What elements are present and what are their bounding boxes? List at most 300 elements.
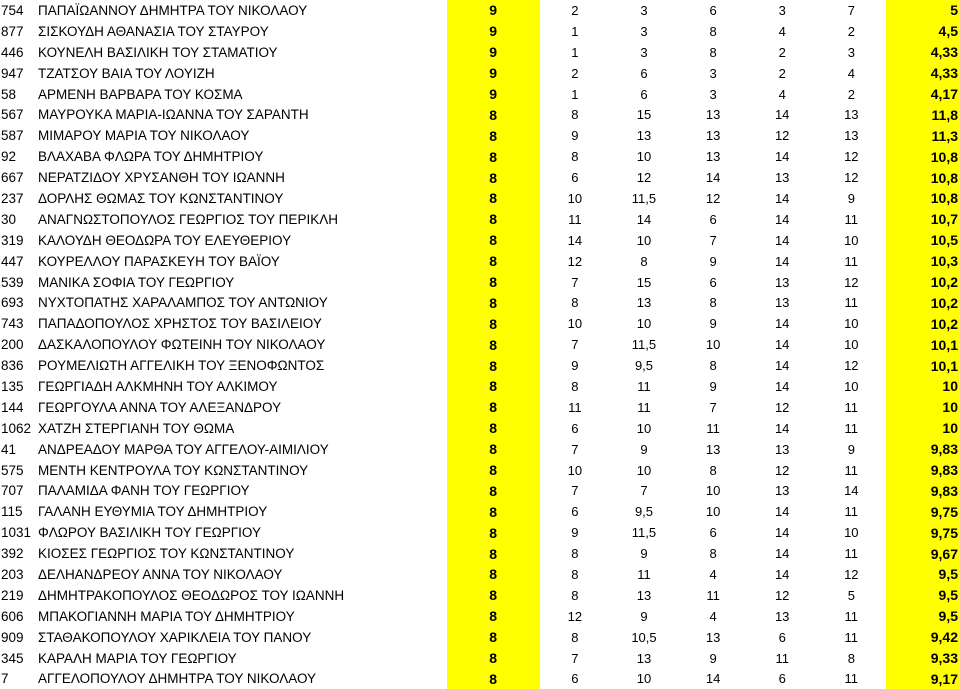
cell-score-5[interactable]: 12 xyxy=(816,167,886,188)
cell-score-5[interactable]: 11 xyxy=(816,627,886,648)
cell-name[interactable]: ΔΗΜΗΤΡΑΚΟΠΟΥΛΟΣ ΘΕΟΔΩΡΟΣ ΤΟΥ ΙΩΑΝΝΗ xyxy=(34,585,447,606)
cell-score-4[interactable]: 12 xyxy=(748,397,816,418)
cell-name[interactable]: ΠΑΠΑΪΩΑΝΝΟΥ ΔΗΜΗΤΡΑ ΤΟΥ ΝΙΚΟΛΑΟΥ xyxy=(34,0,447,21)
cell-score-4[interactable]: 14 xyxy=(748,209,816,230)
table-row[interactable] xyxy=(0,501,960,522)
cell-score-2[interactable]: 11 xyxy=(610,397,678,418)
cell-score-4[interactable]: 14 xyxy=(748,146,816,167)
cell-grade[interactable]: 8 xyxy=(447,292,540,313)
table-row[interactable] xyxy=(0,543,960,564)
cell-score-4[interactable]: 12 xyxy=(748,460,816,481)
cell-score-2[interactable]: 10 xyxy=(610,418,678,439)
cell-id[interactable]: 947 xyxy=(0,63,34,84)
cell-score-3[interactable]: 13 xyxy=(678,439,748,460)
cell-score-5[interactable]: 12 xyxy=(816,146,886,167)
table-row[interactable] xyxy=(0,251,960,272)
cell-average[interactable]: 10,2 xyxy=(886,313,960,334)
cell-score-5[interactable]: 3 xyxy=(816,42,886,63)
cell-score-1[interactable]: 8 xyxy=(540,627,610,648)
cell-name[interactable]: ΝΕΡΑΤΖΙΔΟΥ ΧΡΥΣΑΝΘΗ ΤΟΥ ΙΩΑΝΝΗ xyxy=(34,167,447,188)
cell-id[interactable]: 237 xyxy=(0,188,34,209)
cell-grade[interactable]: 9 xyxy=(447,63,540,84)
cell-score-2[interactable]: 9 xyxy=(610,606,678,627)
cell-id[interactable]: 319 xyxy=(0,230,34,251)
table-row[interactable] xyxy=(0,585,960,606)
cell-name[interactable]: ΒΛΑΧΑΒΑ ΦΛΩΡΑ ΤΟΥ ΔΗΜΗΤΡΙΟΥ xyxy=(34,146,447,167)
cell-name[interactable]: ΧΑΤΖΗ ΣΤΕΡΓΙΑΝΗ ΤΟΥ ΘΩΜΑ xyxy=(34,418,447,439)
cell-id[interactable]: 575 xyxy=(0,460,34,481)
cell-id[interactable]: 92 xyxy=(0,146,34,167)
cell-score-1[interactable]: 7 xyxy=(540,439,610,460)
cell-average[interactable]: 9,75 xyxy=(886,522,960,543)
cell-id[interactable]: 877 xyxy=(0,21,34,42)
cell-score-1[interactable]: 8 xyxy=(540,585,610,606)
table-row[interactable] xyxy=(0,355,960,376)
cell-average[interactable]: 10,3 xyxy=(886,251,960,272)
table-row[interactable] xyxy=(0,230,960,251)
cell-score-4[interactable]: 14 xyxy=(748,501,816,522)
table-row[interactable] xyxy=(0,334,960,355)
cell-score-5[interactable]: 10 xyxy=(816,313,886,334)
cell-score-2[interactable]: 15 xyxy=(610,272,678,293)
cell-score-3[interactable]: 8 xyxy=(678,460,748,481)
cell-score-4[interactable]: 14 xyxy=(748,188,816,209)
cell-score-1[interactable]: 7 xyxy=(540,648,610,669)
table-row[interactable] xyxy=(0,0,960,21)
cell-score-3[interactable]: 3 xyxy=(678,63,748,84)
cell-id[interactable]: 200 xyxy=(0,334,34,355)
cell-score-3[interactable]: 9 xyxy=(678,376,748,397)
cell-score-1[interactable]: 8 xyxy=(540,146,610,167)
cell-score-5[interactable]: 10 xyxy=(816,230,886,251)
cell-score-1[interactable]: 8 xyxy=(540,292,610,313)
cell-score-3[interactable]: 12 xyxy=(678,188,748,209)
cell-average[interactable]: 5 xyxy=(886,0,960,21)
cell-score-1[interactable]: 14 xyxy=(540,230,610,251)
cell-score-5[interactable]: 11 xyxy=(816,251,886,272)
cell-average[interactable]: 4,33 xyxy=(886,63,960,84)
cell-score-1[interactable]: 6 xyxy=(540,418,610,439)
cell-id[interactable]: 693 xyxy=(0,292,34,313)
cell-score-3[interactable]: 13 xyxy=(678,627,748,648)
cell-id[interactable]: 58 xyxy=(0,84,34,105)
cell-grade[interactable]: 8 xyxy=(447,146,540,167)
cell-score-5[interactable]: 5 xyxy=(816,585,886,606)
cell-id[interactable]: 30 xyxy=(0,209,34,230)
cell-score-4[interactable]: 14 xyxy=(748,418,816,439)
cell-name[interactable]: ΣΙΣΚΟΥΔΗ ΑΘΑΝΑΣΙΑ ΤΟΥ ΣΤΑΥΡΟΥ xyxy=(34,21,447,42)
cell-score-1[interactable]: 11 xyxy=(540,209,610,230)
cell-score-1[interactable]: 2 xyxy=(540,0,610,21)
cell-name[interactable]: ΚΟΥΡΕΛΛΟΥ ΠΑΡΑΣΚΕΥΗ ΤΟΥ ΒΑΪΟΥ xyxy=(34,251,447,272)
cell-score-3[interactable]: 8 xyxy=(678,42,748,63)
table-row[interactable] xyxy=(0,167,960,188)
cell-score-4[interactable]: 14 xyxy=(748,313,816,334)
cell-score-1[interactable]: 10 xyxy=(540,460,610,481)
cell-average[interactable]: 9,42 xyxy=(886,627,960,648)
cell-score-5[interactable]: 11 xyxy=(816,209,886,230)
cell-score-4[interactable]: 13 xyxy=(748,272,816,293)
cell-score-1[interactable]: 6 xyxy=(540,669,610,689)
cell-grade[interactable]: 8 xyxy=(447,501,540,522)
table-row[interactable] xyxy=(0,104,960,125)
cell-name[interactable]: ΤΖΑΤΣΟΥ ΒΑΙΑ ΤΟΥ ΛΟΥΙΖΗ xyxy=(34,63,447,84)
cell-score-5[interactable]: 10 xyxy=(816,522,886,543)
cell-name[interactable]: ΔΟΡΛΗΣ ΘΩΜΑΣ ΤΟΥ ΚΩΝΣΤΑΝΤΙΝΟΥ xyxy=(34,188,447,209)
cell-name[interactable]: ΡΟΥΜΕΛΙΩΤΗ ΑΓΓΕΛΙΚΗ ΤΟΥ ΞΕΝΟΦΩΝΤΟΣ xyxy=(34,355,447,376)
cell-average[interactable]: 9,83 xyxy=(886,480,960,501)
cell-average[interactable]: 10,2 xyxy=(886,292,960,313)
cell-name[interactable]: ΓΕΩΡΓΙΑΔΗ ΑΛΚΜΗΝΗ ΤΟΥ ΑΛΚΙΜΟΥ xyxy=(34,376,447,397)
cell-score-2[interactable]: 13 xyxy=(610,292,678,313)
cell-name[interactable]: ΚΑΡΑΛΗ ΜΑΡΙΑ ΤΟΥ ΓΕΩΡΓΙΟΥ xyxy=(34,648,447,669)
cell-score-5[interactable]: 11 xyxy=(816,418,886,439)
cell-score-3[interactable]: 13 xyxy=(678,146,748,167)
cell-score-2[interactable]: 11 xyxy=(610,376,678,397)
cell-grade[interactable]: 8 xyxy=(447,272,540,293)
cell-average[interactable]: 10,8 xyxy=(886,146,960,167)
cell-id[interactable]: 219 xyxy=(0,585,34,606)
table-row[interactable] xyxy=(0,63,960,84)
cell-score-4[interactable]: 12 xyxy=(748,585,816,606)
cell-score-2[interactable]: 15 xyxy=(610,104,678,125)
cell-name[interactable]: ΜΙΜΑΡΟΥ ΜΑΡΙΑ ΤΟΥ ΝΙΚΟΛΑΟΥ xyxy=(34,125,447,146)
cell-score-5[interactable]: 11 xyxy=(816,606,886,627)
cell-name[interactable]: ΓΕΩΡΓΟΥΛΑ ΑΝΝΑ ΤΟΥ ΑΛΕΞΑΝΔΡΟΥ xyxy=(34,397,447,418)
cell-score-5[interactable]: 10 xyxy=(816,334,886,355)
cell-score-5[interactable]: 14 xyxy=(816,480,886,501)
cell-score-3[interactable]: 6 xyxy=(678,0,748,21)
cell-score-1[interactable]: 12 xyxy=(540,606,610,627)
cell-score-4[interactable]: 14 xyxy=(748,230,816,251)
cell-score-2[interactable]: 3 xyxy=(610,0,678,21)
cell-score-5[interactable]: 12 xyxy=(816,564,886,585)
cell-average[interactable]: 9,17 xyxy=(886,669,960,689)
cell-score-4[interactable]: 14 xyxy=(748,334,816,355)
cell-id[interactable]: 392 xyxy=(0,543,34,564)
table-row[interactable] xyxy=(0,292,960,313)
table-row[interactable] xyxy=(0,564,960,585)
cell-score-2[interactable]: 13 xyxy=(610,648,678,669)
cell-score-3[interactable]: 7 xyxy=(678,230,748,251)
cell-average[interactable]: 4,5 xyxy=(886,21,960,42)
cell-score-3[interactable]: 4 xyxy=(678,606,748,627)
cell-score-2[interactable]: 10,5 xyxy=(610,627,678,648)
cell-score-3[interactable]: 9 xyxy=(678,313,748,334)
cell-score-3[interactable]: 6 xyxy=(678,272,748,293)
cell-score-2[interactable]: 8 xyxy=(610,251,678,272)
cell-id[interactable]: 667 xyxy=(0,167,34,188)
cell-score-4[interactable]: 14 xyxy=(748,355,816,376)
cell-score-1[interactable]: 1 xyxy=(540,42,610,63)
cell-score-5[interactable]: 11 xyxy=(816,669,886,689)
cell-average[interactable]: 10 xyxy=(886,376,960,397)
table-row[interactable] xyxy=(0,648,960,669)
cell-grade[interactable]: 8 xyxy=(447,648,540,669)
cell-average[interactable]: 9,67 xyxy=(886,543,960,564)
cell-score-3[interactable]: 14 xyxy=(678,167,748,188)
cell-average[interactable]: 9,83 xyxy=(886,439,960,460)
cell-score-5[interactable]: 13 xyxy=(816,104,886,125)
cell-score-1[interactable]: 6 xyxy=(540,501,610,522)
cell-id[interactable]: 606 xyxy=(0,606,34,627)
cell-average[interactable]: 10,8 xyxy=(886,188,960,209)
cell-score-3[interactable]: 14 xyxy=(678,669,748,689)
cell-score-5[interactable]: 13 xyxy=(816,125,886,146)
cell-average[interactable]: 9,5 xyxy=(886,564,960,585)
table-row[interactable] xyxy=(0,627,960,648)
cell-average[interactable]: 4,33 xyxy=(886,42,960,63)
cell-score-4[interactable]: 4 xyxy=(748,84,816,105)
cell-grade[interactable]: 8 xyxy=(447,480,540,501)
table-row[interactable] xyxy=(0,397,960,418)
cell-score-1[interactable]: 7 xyxy=(540,480,610,501)
cell-score-3[interactable]: 9 xyxy=(678,251,748,272)
cell-grade[interactable]: 8 xyxy=(447,230,540,251)
cell-score-2[interactable]: 12 xyxy=(610,167,678,188)
cell-average[interactable]: 10,2 xyxy=(886,272,960,293)
table-row[interactable] xyxy=(0,272,960,293)
cell-score-3[interactable]: 10 xyxy=(678,501,748,522)
cell-score-2[interactable]: 11,5 xyxy=(610,522,678,543)
cell-score-3[interactable]: 6 xyxy=(678,209,748,230)
cell-average[interactable]: 10,1 xyxy=(886,334,960,355)
cell-score-2[interactable]: 6 xyxy=(610,63,678,84)
cell-name[interactable]: ΦΛΩΡΟΥ ΒΑΣΙΛΙΚΗ ΤΟΥ ΓΕΩΡΓΙΟΥ xyxy=(34,522,447,543)
cell-grade[interactable]: 8 xyxy=(447,125,540,146)
cell-score-3[interactable]: 8 xyxy=(678,543,748,564)
cell-id[interactable]: 754 xyxy=(0,0,34,21)
cell-score-4[interactable]: 14 xyxy=(748,376,816,397)
cell-score-4[interactable]: 6 xyxy=(748,669,816,689)
cell-grade[interactable]: 8 xyxy=(447,355,540,376)
cell-score-4[interactable]: 2 xyxy=(748,63,816,84)
cell-score-3[interactable]: 13 xyxy=(678,104,748,125)
cell-score-1[interactable]: 11 xyxy=(540,397,610,418)
cell-grade[interactable]: 8 xyxy=(447,188,540,209)
cell-average[interactable]: 10,5 xyxy=(886,230,960,251)
table-row[interactable] xyxy=(0,84,960,105)
cell-score-2[interactable]: 3 xyxy=(610,42,678,63)
cell-average[interactable]: 10,1 xyxy=(886,355,960,376)
table-row[interactable] xyxy=(0,125,960,146)
cell-score-3[interactable]: 4 xyxy=(678,564,748,585)
cell-average[interactable]: 10 xyxy=(886,418,960,439)
cell-score-5[interactable]: 12 xyxy=(816,355,886,376)
cell-score-5[interactable]: 4 xyxy=(816,63,886,84)
table-row[interactable] xyxy=(0,146,960,167)
table-row[interactable] xyxy=(0,418,960,439)
cell-average[interactable]: 9,5 xyxy=(886,606,960,627)
cell-score-5[interactable]: 11 xyxy=(816,543,886,564)
cell-average[interactable]: 9,75 xyxy=(886,501,960,522)
cell-id[interactable]: 446 xyxy=(0,42,34,63)
cell-score-1[interactable]: 10 xyxy=(540,313,610,334)
cell-score-2[interactable]: 10 xyxy=(610,669,678,689)
cell-score-2[interactable]: 10 xyxy=(610,313,678,334)
cell-score-4[interactable]: 14 xyxy=(748,543,816,564)
cell-grade[interactable]: 8 xyxy=(447,439,540,460)
cell-name[interactable]: ΚΙΟΣΕΣ ΓΕΩΡΓΙΟΣ ΤΟΥ ΚΩΝΣΤΑΝΤΙΝΟΥ xyxy=(34,543,447,564)
table-row[interactable] xyxy=(0,188,960,209)
cell-score-5[interactable]: 2 xyxy=(816,84,886,105)
table-row[interactable] xyxy=(0,42,960,63)
cell-score-3[interactable]: 11 xyxy=(678,418,748,439)
cell-score-2[interactable]: 13 xyxy=(610,125,678,146)
cell-score-1[interactable]: 2 xyxy=(540,63,610,84)
cell-grade[interactable]: 8 xyxy=(447,418,540,439)
cell-id[interactable]: 115 xyxy=(0,501,34,522)
cell-score-2[interactable]: 9,5 xyxy=(610,355,678,376)
cell-id[interactable]: 7 xyxy=(0,669,34,689)
cell-score-2[interactable]: 14 xyxy=(610,209,678,230)
cell-name[interactable]: ΑΓΓΕΛΟΠΟΥΛΟΥ ΔΗΜΗΤΡΑ ΤΟΥ ΝΙΚΟΛΑΟΥ xyxy=(34,669,447,689)
cell-grade[interactable]: 9 xyxy=(447,21,540,42)
cell-score-5[interactable]: 9 xyxy=(816,188,886,209)
cell-score-3[interactable]: 7 xyxy=(678,397,748,418)
cell-id[interactable]: 447 xyxy=(0,251,34,272)
cell-name[interactable]: ΠΑΠΑΔΟΠΟΥΛΟΣ ΧΡΗΣΤΟΣ ΤΟΥ ΒΑΣΙΛΕΙΟΥ xyxy=(34,313,447,334)
cell-grade[interactable]: 8 xyxy=(447,606,540,627)
cell-name[interactable]: ΓΑΛΑΝΗ ΕΥΘΥΜΙΑ ΤΟΥ ΔΗΜΗΤΡΙΟΥ xyxy=(34,501,447,522)
cell-grade[interactable]: 8 xyxy=(447,397,540,418)
table-row[interactable] xyxy=(0,209,960,230)
cell-score-5[interactable]: 9 xyxy=(816,439,886,460)
cell-grade[interactable]: 8 xyxy=(447,522,540,543)
cell-average[interactable]: 11,3 xyxy=(886,125,960,146)
cell-id[interactable]: 567 xyxy=(0,104,34,125)
table-row[interactable] xyxy=(0,606,960,627)
cell-id[interactable]: 1062 xyxy=(0,418,34,439)
cell-score-2[interactable]: 7 xyxy=(610,480,678,501)
cell-average[interactable]: 9,33 xyxy=(886,648,960,669)
table-row[interactable] xyxy=(0,480,960,501)
cell-id[interactable]: 203 xyxy=(0,564,34,585)
cell-score-1[interactable]: 1 xyxy=(540,84,610,105)
cell-score-4[interactable]: 12 xyxy=(748,125,816,146)
cell-score-3[interactable]: 10 xyxy=(678,334,748,355)
cell-grade[interactable]: 8 xyxy=(447,209,540,230)
cell-grade[interactable]: 8 xyxy=(447,376,540,397)
cell-id[interactable]: 144 xyxy=(0,397,34,418)
cell-score-3[interactable]: 8 xyxy=(678,21,748,42)
cell-score-3[interactable]: 9 xyxy=(678,648,748,669)
cell-score-4[interactable]: 13 xyxy=(748,439,816,460)
cell-score-1[interactable]: 8 xyxy=(540,104,610,125)
cell-score-3[interactable]: 11 xyxy=(678,585,748,606)
cell-score-1[interactable]: 9 xyxy=(540,355,610,376)
cell-score-2[interactable]: 6 xyxy=(610,84,678,105)
cell-id[interactable]: 539 xyxy=(0,272,34,293)
cell-name[interactable]: ΠΑΛΑΜΙΔΑ ΦΑΝΗ ΤΟΥ ΓΕΩΡΓΙΟΥ xyxy=(34,480,447,501)
cell-grade[interactable]: 8 xyxy=(447,334,540,355)
cell-score-3[interactable]: 10 xyxy=(678,480,748,501)
cell-grade[interactable]: 8 xyxy=(447,313,540,334)
cell-score-5[interactable]: 11 xyxy=(816,397,886,418)
cell-id[interactable]: 707 xyxy=(0,480,34,501)
cell-grade[interactable]: 8 xyxy=(447,564,540,585)
cell-average[interactable]: 11,8 xyxy=(886,104,960,125)
cell-name[interactable]: ΔΕΛΗΑΝΔΡΕΟΥ ΑΝΝΑ ΤΟΥ ΝΙΚΟΛΑΟΥ xyxy=(34,564,447,585)
table-row[interactable] xyxy=(0,376,960,397)
cell-id[interactable]: 909 xyxy=(0,627,34,648)
cell-score-5[interactable]: 11 xyxy=(816,460,886,481)
cell-score-1[interactable]: 9 xyxy=(540,522,610,543)
table-row[interactable] xyxy=(0,21,960,42)
cell-score-2[interactable]: 11,5 xyxy=(610,334,678,355)
cell-grade[interactable]: 8 xyxy=(447,251,540,272)
cell-name[interactable]: ΑΡΜΕΝΗ ΒΑΡΒΑΡΑ ΤΟΥ ΚΟΣΜΑ xyxy=(34,84,447,105)
cell-score-1[interactable]: 6 xyxy=(540,167,610,188)
cell-score-5[interactable]: 11 xyxy=(816,501,886,522)
cell-score-4[interactable]: 13 xyxy=(748,606,816,627)
cell-id[interactable]: 135 xyxy=(0,376,34,397)
cell-score-2[interactable]: 10 xyxy=(610,230,678,251)
cell-name[interactable]: ΚΟΥΝΕΛΗ ΒΑΣΙΛΙΚΗ ΤΟΥ ΣΤΑΜΑΤΙΟΥ xyxy=(34,42,447,63)
cell-name[interactable]: ΣΤΑΘΑΚΟΠΟΥΛΟΥ ΧΑΡΙΚΛΕΙΑ ΤΟΥ ΠΑΝΟΥ xyxy=(34,627,447,648)
cell-score-2[interactable]: 11,5 xyxy=(610,188,678,209)
cell-name[interactable]: ΔΑΣΚΑΛΟΠΟΥΛΟΥ ΦΩΤΕΙΝΗ ΤΟΥ ΝΙΚΟΛΑΟΥ xyxy=(34,334,447,355)
cell-score-1[interactable]: 8 xyxy=(540,564,610,585)
cell-id[interactable]: 41 xyxy=(0,439,34,460)
cell-score-1[interactable]: 9 xyxy=(540,125,610,146)
cell-average[interactable]: 9,5 xyxy=(886,585,960,606)
cell-average[interactable]: 10 xyxy=(886,397,960,418)
cell-id[interactable]: 587 xyxy=(0,125,34,146)
cell-name[interactable]: ΜΑΝΙΚΑ ΣΟΦΙΑ ΤΟΥ ΓΕΩΡΓΙΟΥ xyxy=(34,272,447,293)
cell-score-3[interactable]: 8 xyxy=(678,292,748,313)
cell-name[interactable]: ΑΝΔΡΕΑΔΟΥ ΜΑΡΘΑ ΤΟΥ ΑΓΓΕΛΟΥ-ΑΙΜΙΛΙΟΥ xyxy=(34,439,447,460)
cell-score-5[interactable]: 11 xyxy=(816,292,886,313)
cell-score-2[interactable]: 3 xyxy=(610,21,678,42)
cell-grade[interactable]: 8 xyxy=(447,167,540,188)
cell-score-1[interactable]: 7 xyxy=(540,272,610,293)
cell-score-2[interactable]: 9 xyxy=(610,543,678,564)
cell-grade[interactable]: 8 xyxy=(447,669,540,689)
cell-score-5[interactable]: 2 xyxy=(816,21,886,42)
cell-score-1[interactable]: 10 xyxy=(540,188,610,209)
cell-score-5[interactable]: 7 xyxy=(816,0,886,21)
table-row[interactable] xyxy=(0,669,960,689)
cell-score-4[interactable]: 3 xyxy=(748,0,816,21)
cell-score-2[interactable]: 10 xyxy=(610,460,678,481)
cell-average[interactable]: 10,8 xyxy=(886,167,960,188)
cell-average[interactable]: 4,17 xyxy=(886,84,960,105)
cell-name[interactable]: ΑΝΑΓΝΩΣΤΟΠΟΥΛΟΣ ΓΕΩΡΓΙΟΣ ΤΟΥ ΠΕΡΙΚΛΗ xyxy=(34,209,447,230)
cell-grade[interactable]: 8 xyxy=(447,543,540,564)
cell-score-4[interactable]: 14 xyxy=(748,522,816,543)
cell-id[interactable]: 836 xyxy=(0,355,34,376)
cell-score-5[interactable]: 12 xyxy=(816,272,886,293)
cell-score-4[interactable]: 13 xyxy=(748,292,816,313)
cell-name[interactable]: ΚΑΛΟΥΔΗ ΘΕΟΔΩΡΑ ΤΟΥ ΕΛΕΥΘΕΡΙΟΥ xyxy=(34,230,447,251)
cell-score-3[interactable]: 6 xyxy=(678,522,748,543)
table-row[interactable] xyxy=(0,313,960,334)
cell-id[interactable]: 743 xyxy=(0,313,34,334)
cell-score-4[interactable]: 13 xyxy=(748,480,816,501)
cell-score-3[interactable]: 8 xyxy=(678,355,748,376)
cell-score-4[interactable]: 6 xyxy=(748,627,816,648)
cell-average[interactable]: 9,83 xyxy=(886,460,960,481)
cell-score-4[interactable]: 13 xyxy=(748,167,816,188)
cell-grade[interactable]: 8 xyxy=(447,460,540,481)
cell-score-2[interactable]: 10 xyxy=(610,146,678,167)
cell-score-3[interactable]: 13 xyxy=(678,125,748,146)
cell-id[interactable]: 1031 xyxy=(0,522,34,543)
cell-name[interactable]: ΜΠΑΚΟΓΙΑΝΝΗ ΜΑΡΙΑ ΤΟΥ ΔΗΜΗΤΡΙΟΥ xyxy=(34,606,447,627)
cell-grade[interactable]: 9 xyxy=(447,84,540,105)
cell-score-4[interactable]: 14 xyxy=(748,251,816,272)
